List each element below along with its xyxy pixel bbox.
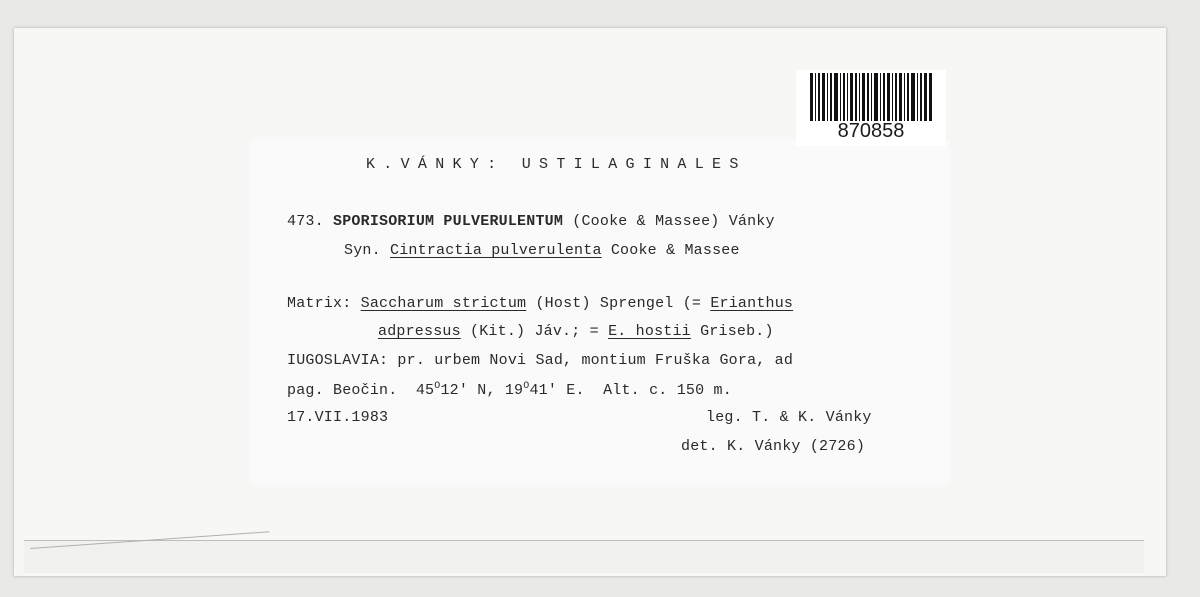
matrix-synonym-epithet: adpressus xyxy=(378,323,461,340)
synonym-name: Cintractia pulverulenta xyxy=(390,242,602,259)
locality-line: IUGOSLAVIA: pr. urbem Novi Sad, montium Fruška Gora, ad xyxy=(287,352,794,369)
barcode-icon xyxy=(810,73,932,121)
matrix-name: Saccharum strictum xyxy=(360,295,527,312)
matrix-synonym-author: (Kit.) Jáv.; = xyxy=(470,323,599,340)
collection-date: 17.VII.1983 xyxy=(287,409,389,426)
matrix-author: (Host) Sprengel (= xyxy=(535,295,702,312)
degree-mark: O xyxy=(434,381,441,392)
matrix-synonym-2: E. hostii xyxy=(608,323,691,340)
collector: leg. T. & K. Vánky xyxy=(706,409,872,426)
coordinates-lon: 12′ N, 19 xyxy=(440,382,524,399)
matrix-synonym-genus: Erianthus xyxy=(710,295,794,312)
species-name: SPORISORIUM PULVERULENTUM xyxy=(333,213,564,230)
species-number: 473. xyxy=(287,213,324,230)
altitude: 41′ E. Alt. c. 150 m. xyxy=(529,382,732,399)
synonym-line xyxy=(344,242,740,259)
coordinates-line xyxy=(287,381,732,399)
packet-flap xyxy=(24,540,1144,573)
species-line xyxy=(287,213,775,230)
coordinates-lat: pag. Beočin. 45 xyxy=(287,382,435,399)
matrix-synonym-2-author: Griseb.) xyxy=(700,323,774,340)
barcode-number: 870858 xyxy=(837,120,905,142)
synonym-prefix: Syn. xyxy=(344,242,381,259)
matrix-prefix: Matrix: xyxy=(287,295,352,312)
species-author: (Cooke & Massee) Vánky xyxy=(572,213,775,230)
synonym-author: Cooke & Massee xyxy=(610,242,740,259)
matrix-line xyxy=(287,295,793,312)
barcode-sticker xyxy=(796,70,946,146)
degree-mark: O xyxy=(523,381,530,392)
label-title: K.VÁNKY: USTILAGINALES xyxy=(366,156,747,173)
specimen-label xyxy=(250,140,950,485)
determiner: det. K. Vánky (2726) xyxy=(681,438,866,455)
matrix-line-2 xyxy=(378,323,774,340)
